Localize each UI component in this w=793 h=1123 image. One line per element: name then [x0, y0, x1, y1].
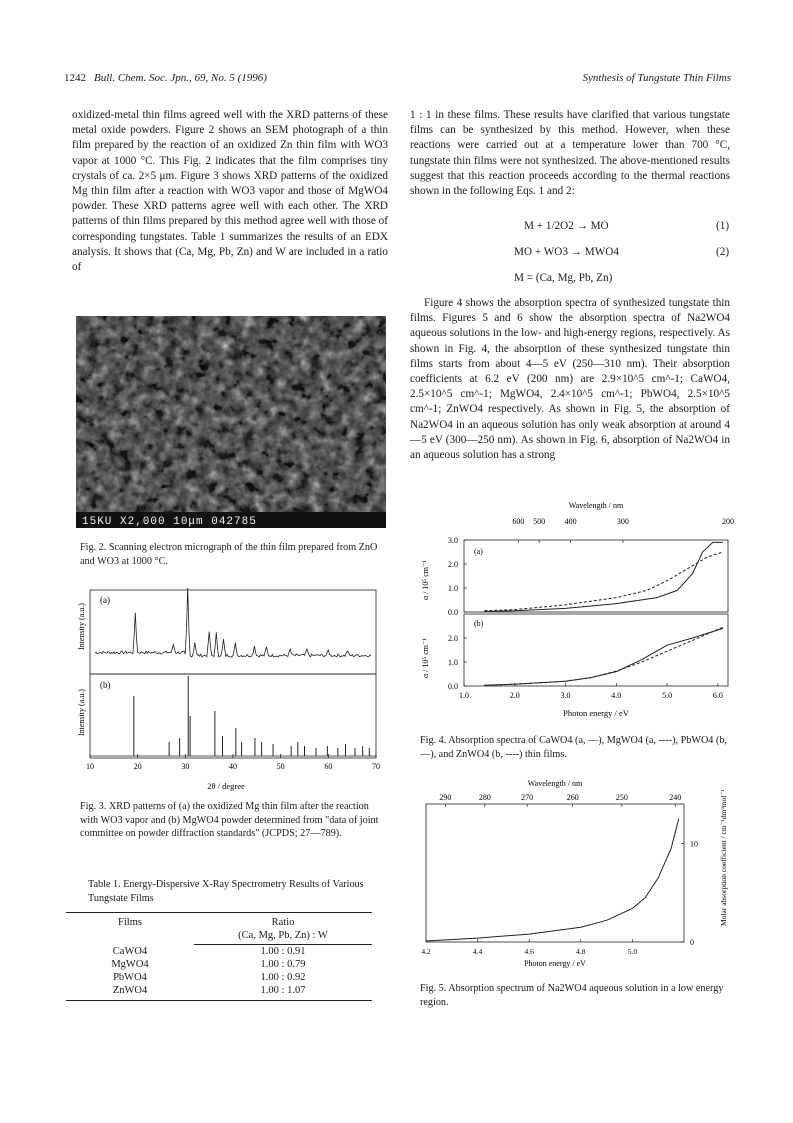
fig4-y-tick-label-a: 2.0 — [448, 560, 458, 569]
fig5-ylabel: Molar absorption coefficient / cm⁻¹dm³mol⁻¹ — [719, 789, 728, 926]
fig5-caption: Fig. 5. Absorption spectrum of Na2WO4 aqueous solution in a low energy region. — [420, 983, 724, 1008]
fig4-y-tick-label-b: 2.0 — [448, 634, 458, 643]
fig5-top-tick-label: 290 — [439, 793, 452, 802]
fig5-x-tick-label: 4.2 — [421, 947, 431, 956]
fig4-series-a-solid — [484, 542, 723, 611]
right-column-text-1 — [410, 108, 730, 199]
fig5-y-tick-label: 0 — [690, 938, 694, 947]
fig5-top-tick-label: 240 — [669, 793, 682, 802]
equation-3: M = (Ca, Mg, Pb, Zn) — [514, 272, 613, 284]
x-tick-label: 60 — [324, 762, 333, 771]
fig3-xrd-chart — [60, 588, 390, 796]
equation-2: MO + WO3 → MWO4 — [514, 246, 619, 258]
fig4-panel-label-b: (b) — [474, 619, 484, 628]
fig5-top-tick-label: 280 — [478, 793, 491, 802]
fig4-y-tick-label-a: 1.0 — [448, 584, 458, 593]
body-paragraph: 1 : 1 in these films. These results have clarified that various tungstate films can be synthesized by this method. However, when these reactions were carried out at a temperature lower than 700 °C, tungstate thin films were not synthesized. The above-mentioned results suggest that this reaction proceeds according to the thermal reactions shown in the following Eqs. 1 and 2: — [410, 109, 730, 198]
fig5-x-tick-label: 4.6 — [524, 947, 534, 956]
fig4-x-tick-label: 3.0 — [560, 691, 571, 700]
fig4-top-tick-label: 600 — [512, 517, 525, 526]
table1-title: Table 1. Energy-Dispersive X-Ray Spectrometry Results of Various Tungstate Films — [88, 879, 364, 904]
equation-2-number: (2) — [716, 246, 730, 258]
fig4-x-tick-label: 6.0 — [712, 691, 723, 700]
right-column-text-2 — [410, 296, 730, 463]
table1-grid — [66, 913, 372, 1000]
fig4-svg — [408, 498, 738, 728]
fig4-y-tick-label-a: 3.0 — [448, 536, 458, 545]
fig4-x-tick-label: 5.0 — [662, 691, 673, 700]
fig5-top-tick-label: 270 — [521, 793, 534, 802]
fig3-x-ticks — [86, 754, 380, 771]
fig5-x-tick-label: 4.4 — [472, 947, 483, 956]
fig5-x-tick-label: 5.0 — [627, 947, 638, 956]
fig4-panel-b-frame — [464, 614, 728, 686]
x-tick-label: 50 — [276, 762, 285, 771]
fig5-y-tick-label: 10 — [690, 839, 698, 849]
fig4-series-b-solid — [484, 628, 723, 685]
fig3-pattern-b — [90, 676, 376, 756]
table1-col-ratio: Ratio — [271, 917, 295, 928]
fig3-panel-a: (a) — [100, 595, 110, 605]
fig3-xlabel: 2θ / degree — [207, 781, 245, 791]
fig5-xlabel: Photon energy / eV — [524, 959, 586, 968]
equation-1-number: (1) — [716, 220, 730, 232]
fig4-y-tick-label-a: 0.0 — [448, 608, 458, 617]
fig3-ylabel-a: Intensity (a.u.) — [77, 603, 86, 650]
equation-1: M + 1/2O2 → MO — [524, 220, 609, 232]
fig5-frame — [426, 804, 684, 942]
fig5-top-tick-label: 260 — [566, 793, 579, 802]
fig4-top-tick-label: 300 — [616, 517, 629, 526]
table1-col-films: Films — [118, 917, 142, 928]
fig4-x-tick-label: 1.0 — [459, 691, 469, 700]
body-paragraph: oxidized-metal thin films agreed well with the XRD patterns of these metal oxide powders. Figure 2 shows an SEM photograph of a thin film prepared by the reaction of an oxidized Zn thin film with WO3 vapor at 1000 °C. This Fig. 2 indicates that the film comprises tiny crystals of ca. 2×5 μm. Figure 3 shows XRD patterns of the oxidized Mg thin film after a reaction with WO3 vapor and those of MgWO4 powder. These XRD patterns agree well with each other. The XRD patterns of thin films prepared by this method agree well with those of corresponding tungstates. Table 1 summarizes the results of an EDX analysis. It shows that (Ca, Mg, Pb, Zn) and W are included in a ratio of — [72, 109, 388, 274]
table-row: PbWO4 1.00 : 0.92 — [113, 972, 306, 983]
fig5-chart — [408, 776, 738, 976]
fig4-x-tick-label: 2.0 — [509, 691, 520, 700]
fig5-x-tick-label: 4.8 — [576, 947, 586, 956]
table1 — [66, 912, 372, 1001]
x-tick-label: 30 — [181, 762, 190, 771]
table-row: MgWO4 1.00 : 0.79 — [111, 959, 306, 970]
page-number: 1242 — [64, 72, 86, 84]
table-row: CaWO4 1.00 : 0.91 — [112, 945, 306, 957]
sem-micrograph — [76, 316, 386, 528]
fig4-panel-a-frame — [464, 540, 728, 612]
fig4-ylabel-a: α / 10⁵ cm⁻¹ — [421, 560, 430, 600]
journal-citation: Bull. Chem. Soc. Jpn., 69, No. 5 (1996) — [94, 72, 267, 84]
x-tick-label: 70 — [372, 762, 380, 771]
x-tick-label: 20 — [133, 762, 142, 771]
sem-scale-text: 15KU X2,000 10μm 042785 — [82, 516, 257, 528]
fig4-top-tick-label: 500 — [533, 517, 546, 526]
fig5-series — [426, 819, 679, 941]
fig4-chart — [408, 498, 738, 728]
fig4-top-tick-label: 200 — [722, 517, 734, 526]
fig2-caption: Fig. 2. Scanning electron micrograph of the thin film prepared from ZnO and WO3 at 1000 °C. — [80, 542, 378, 567]
fig4-ylabel-b: α / 10⁵ cm⁻¹ — [421, 638, 430, 678]
fig5-svg — [408, 776, 738, 976]
fig3-ylabel-b: Intensity (a.u.) — [77, 689, 86, 736]
fig4-xlabel: Photon energy / eV — [563, 708, 629, 718]
x-tick-label: 40 — [229, 762, 237, 771]
fig4-caption: Fig. 4. Absorption spectra of CaWO4 (a, —), MgWO4 (a, ----), PbWO4 (b, —), and ZnWO4 (b, ----) thin films. — [420, 735, 727, 760]
fig3-panel-b: (b) — [100, 680, 111, 690]
fig5-top-axis-label: Wavelength / nm — [527, 779, 583, 788]
fig4-series-a-dashed — [484, 552, 723, 611]
running-title: Synthesis of Tungstate Thin Films — [582, 72, 731, 84]
fig4-y-tick-label-b: 0.0 — [448, 682, 458, 691]
left-column-text — [72, 108, 388, 275]
fig3-svg — [60, 588, 390, 796]
table-row: ZnWO4 1.00 : 1.07 — [112, 985, 306, 996]
body-paragraph: Figure 4 shows the absorption spectra of synthesized tungstate thin films. Figures 5 and 6 show the absorption spectra of Na2WO4 aqueous solutions in the low- and high-energy regions, respectively. As shown in Fig. 4, the absorption of these synthesized tungstate thin films starts from about 4—5 eV (250—310 nm). Their absorption coefficients at 6.2 eV (200 nm) are 2.9×10^5 cm^-1; CaWO4, 2.5×10^5 cm^-1; MgWO4, 2.4×10^5 cm^-1; PbWO4, 2.5×10^5 cm^-1; ZnWO4 respectively. As shown in Fig. 5, the absorption of Na2WO4 in an aqueous solution has only weak absorption at around 4—5 eV (300—250 nm). As shown in Fig. 6, absorption of Na2WO4 in an aqueous solution has a strong — [410, 297, 730, 462]
fig4-top-tick-label: 400 — [564, 517, 577, 526]
fig3-caption: Fig. 3. XRD patterns of (a) the oxidized Mg thin film after the reaction with WO3 vapor and (b) MgWO4 powder determined from "data of joint committee on powder diffraction standards" (JCPDS; 27—789). — [80, 801, 379, 839]
fig4-top-axis-label: Wavelength / nm — [568, 501, 624, 510]
fig4-y-tick-label-b: 1.0 — [448, 658, 458, 667]
fig3-pattern-a — [95, 588, 371, 657]
fig4-panel-label-a: (a) — [474, 547, 483, 556]
x-tick-label: 10 — [86, 762, 94, 771]
sem-image — [76, 316, 386, 528]
fig4-x-tick-label: 4.0 — [611, 691, 622, 700]
table1-col-ratio-sub: (Ca, Mg, Pb, Zn) : W — [194, 929, 372, 945]
fig4-series-b-dashed — [484, 627, 723, 685]
fig5-top-tick-label: 250 — [615, 793, 628, 802]
